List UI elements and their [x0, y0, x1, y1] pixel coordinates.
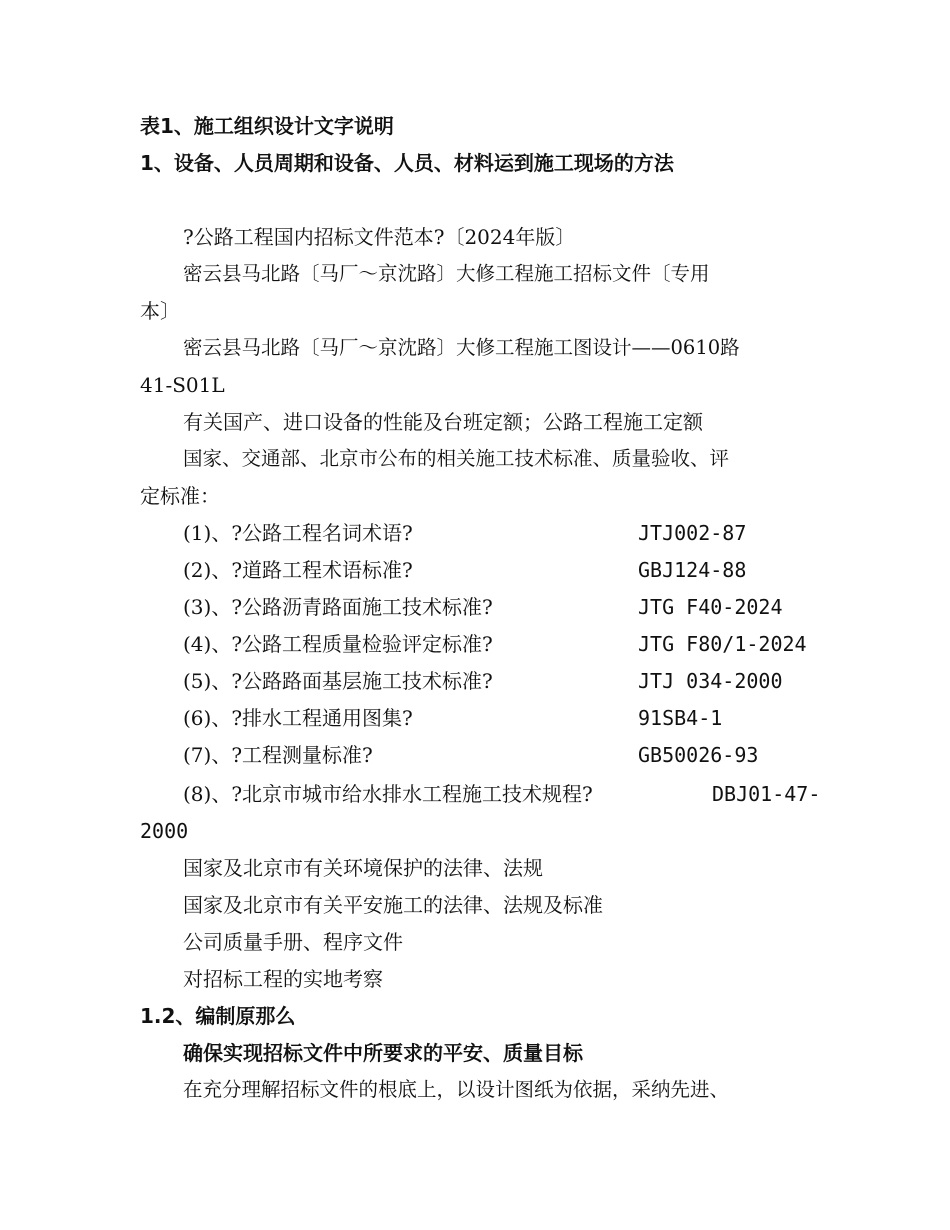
- basis-item-equipment-quota: 有关国产、进口设备的性能及台班定额；公路工程施工定额: [183, 410, 703, 434]
- standard-name: (1)、?公路工程名词术语?: [183, 521, 413, 545]
- basis-item-site-survey: 对招标工程的实地考察: [183, 967, 383, 991]
- standard-name: (7)、?工程测量标准?: [183, 743, 373, 767]
- standard-code: JTJ002-87: [638, 521, 747, 545]
- principle-paragraph-text: 在充分理解招标文件的根底上，以设计图纸为依据，采纳先进、: [183, 1078, 730, 1101]
- basis-item-safety: 国家及北京市有关平安施工的法律、法规及标准: [183, 893, 603, 917]
- standard-name: (6)、?排水工程通用图集?: [183, 706, 413, 730]
- standard-code: 91SB4-1: [638, 706, 723, 730]
- standard-name: (8)、?北京市城市给水排水工程施工技术规程?: [183, 782, 593, 806]
- standard-code: JTJ 034-2000: [638, 669, 783, 693]
- table-heading: 表1、施工组织设计文字说明: [140, 114, 394, 138]
- standard-code: JTG F40-2024: [638, 595, 783, 619]
- standard-name: (5)、?公路路面基层施工技术标准?: [183, 669, 493, 693]
- basis-item-tender-document: [183, 261, 810, 287]
- standard-name: (4)、?公路工程质量检验评定标准?: [183, 632, 493, 656]
- standard-code: DBJ01-47-: [712, 782, 821, 806]
- basis-item-design-drawings-cont: 41-S01L: [140, 373, 225, 397]
- basis-item-design-drawings: [183, 335, 810, 361]
- standard-code: JTG F80/1-2024: [638, 632, 807, 656]
- basis-item-tender-document-text: 密云县马北路〔马厂～京沈路〕大修工程施工招标文件〔专用: [183, 262, 710, 285]
- basis-item-environment: 国家及北京市有关环境保护的法律、法规: [183, 856, 543, 880]
- basis-item-tender-document-cont: 本〕: [140, 299, 180, 323]
- basis-item-quality-manual: 公司质量手册、程序文件: [183, 930, 403, 954]
- basis-item-tender-template: ?公路工程国内招标文件范本?〔2024年版〕: [183, 225, 576, 249]
- principle-paragraph: [183, 1077, 810, 1103]
- standard-name: (3)、?公路沥青路面施工技术标准?: [183, 595, 493, 619]
- basis-item-national-standards: [183, 446, 810, 472]
- standard-code: GBJ124-88: [638, 558, 747, 582]
- basis-item-design-drawings-text: 密云县马北路〔马厂～京沈路〕大修工程施工图设计——0610路: [183, 336, 740, 359]
- basis-item-national-standards-text: 国家、交通部、北京市公布的相关施工技术标准、质量验收、评: [183, 447, 730, 470]
- section-heading-1-2: 1.2、编制原那么: [140, 1004, 296, 1028]
- principle-heading: 确保实现招标文件中所要求的平安、质量目标: [183, 1041, 583, 1065]
- standard-code: GB50026-93: [638, 743, 759, 767]
- basis-item-national-standards-cont: 定标准：: [140, 484, 220, 508]
- section-heading-1: 1、设备、人员周期和设备、人员、材料运到施工现场的方法: [140, 151, 674, 175]
- standard-name: (2)、?道路工程术语标准?: [183, 558, 413, 582]
- standard-code-cont: 2000: [140, 819, 189, 843]
